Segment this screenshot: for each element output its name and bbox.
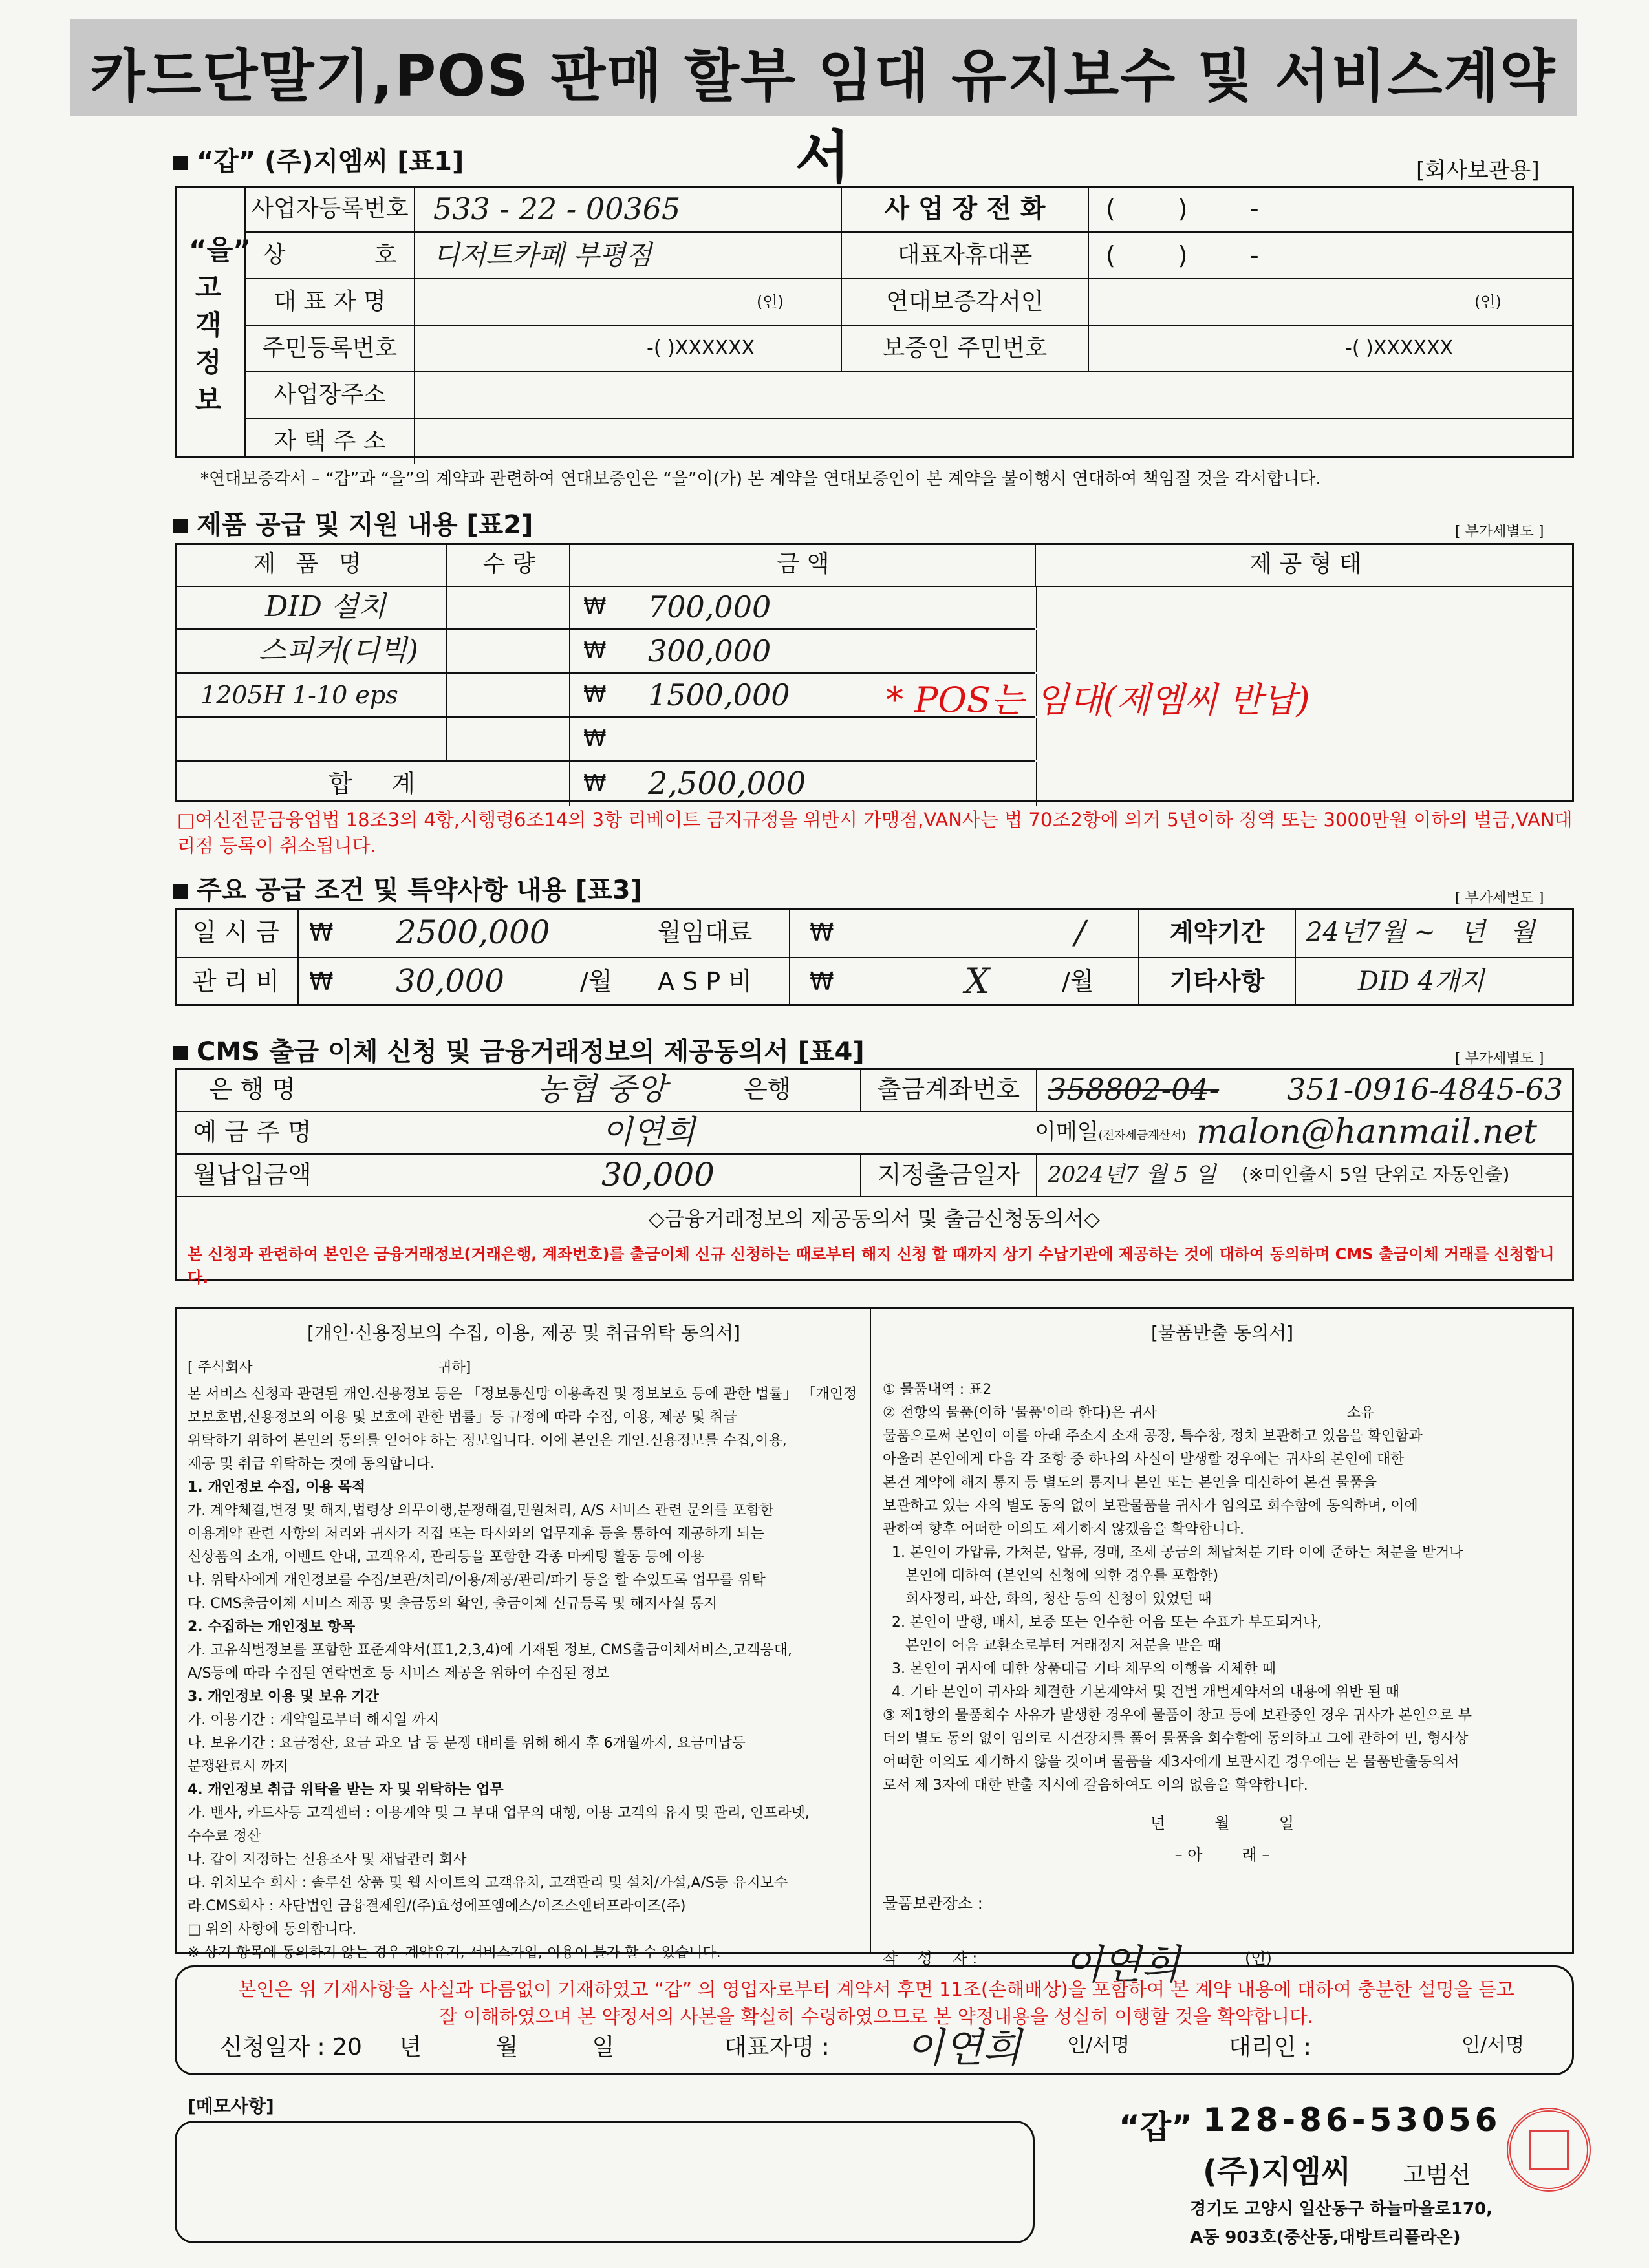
header-amount: 금 액: [569, 543, 1036, 586]
lump-value: 2500,000: [396, 914, 550, 951]
asp-cell: [789, 957, 1139, 1006]
privacy-para: 나. 위탁사에게 개인정보를 수집/보관/처리/이용/제공/관리/파기 등을 할 수있도록 업무를 위탁: [188, 1572, 766, 1589]
privacy-company-line: [ 주식회사 귀하]: [188, 1360, 471, 1376]
return-date-line: 년 월 일: [1150, 1814, 1295, 1832]
total-amount: 2,500,000: [648, 765, 806, 802]
return-para: 로서 제 3자에 대한 반출 지시에 갈음하여도 이의 없음을 확약합니다.: [883, 1777, 1308, 1793]
account-label: 출금계좌번호: [860, 1068, 1037, 1111]
won-symbol: ₩: [810, 967, 834, 996]
privacy-para: 2. 수집하는 개인정보 항목: [188, 1619, 356, 1635]
customer-rows: [246, 186, 1574, 464]
product-amount-cell: [569, 718, 1037, 760]
privacy-para: 다. CMS출금이체 서비스 제공 및 출금동의 확인, 출금이체 신규등록 및 해지사실 통지: [188, 1596, 718, 1612]
section1-heading: “갑” (주)지엠씨 [표1]: [173, 141, 464, 178]
lump-label: 일 시 금: [192, 918, 280, 947]
privacy-para: 나. 갑이 지정하는 신용조사 및 채납관리 회사: [188, 1852, 467, 1868]
return-para: 1. 본인이 가압류, 가처분, 압류, 경매, 조세 공금의 체납처분 기타 이에 준하는 처분을 받거나: [883, 1545, 1463, 1561]
label-resident-no: 주민등록번호: [246, 326, 415, 371]
privacy-para: A/S등에 따라 수집된 연락번호 등 서비스 제공을 위하여 수집된 정보: [188, 1665, 609, 1682]
product-qty: [446, 586, 570, 628]
return-para: 어떠한 이의도 제기하지 않을 것이며 물품을 제3자에게 보관시킨 경우에는 본 물품반출동의서: [883, 1754, 1460, 1770]
email-label-cell: [1035, 1111, 1186, 1153]
value-company: 디저트카페 부평점: [433, 239, 652, 271]
section2-heading: 제품 공급 및 지원 내용 [표2]: [173, 504, 533, 541]
rent-value: /: [1075, 914, 1086, 951]
return-para: 터의 별도 동의 없이 임의로 시건장치를 풀어 물품을 회수함에 동의하고 그에 관하여 민, 형사상: [883, 1731, 1469, 1747]
section4-heading: CMS 출금 이체 신청 및 금융거래정보의 제공동의서 [표4]: [173, 1031, 865, 1068]
privacy-para: 위탁하기 위하여 본인의 동의를 얻어야 하는 정보입니다. 이에 본인은 개인.신용정보를 수집,이용,: [188, 1433, 787, 1449]
cms-row-holder: [175, 1111, 1574, 1155]
return-below-caption: – 아 래 –: [1174, 1846, 1270, 1864]
row-bizno: [246, 186, 1574, 233]
won-symbol: ₩: [583, 594, 607, 620]
products-header: [175, 543, 1574, 587]
total-label: 합 계: [329, 769, 415, 798]
amount-label: 월납입금액: [193, 1161, 312, 1189]
product-name: 1205H 1-10 eps: [200, 681, 398, 709]
won-symbol: ₩: [810, 918, 834, 947]
provision-note: * POS는 임대(제엠씨 반납): [886, 679, 1310, 720]
rep-signature: 이연희: [905, 2024, 1022, 2071]
return-para: ① 물품내역 : 표2: [883, 1382, 992, 1398]
section3-tag: [ 부가세별도 ]: [1455, 890, 1544, 906]
writer-signature: 이연희: [1064, 1941, 1180, 1988]
ceo-seal-mark: (인): [757, 293, 784, 311]
row-biz-address: [246, 372, 1574, 419]
company-bizno: 128-86-53056: [1203, 2101, 1502, 2139]
header-provision: 제 공 형 태: [1035, 543, 1575, 586]
cms-row-bank: [175, 1068, 1574, 1112]
company-ceo: 고범선: [1403, 2162, 1471, 2188]
privacy-title: [개인·신용정보의 수집, 이용, 제공 및 취급위탁 동의서]: [307, 1322, 740, 1343]
label-biz-phone: 사 업 장 전 화: [841, 186, 1089, 231]
privacy-para: ※ 상기 항목에 동의하지 않는 경우 계약유지, 서비스가입, 이용이 불가 할 수 있습니다.: [188, 1945, 721, 1961]
email-label: 이메일: [1035, 1119, 1099, 1145]
won-symbol: ₩: [583, 637, 607, 664]
document-title: 카드단말기,POS 판매 할부 임대 유지보수 및 서비스계약서: [90, 43, 1557, 191]
holder-label: 예 금 주 명: [193, 1118, 312, 1146]
product-qty: [446, 718, 570, 760]
return-title: [물품반출 동의서]: [1150, 1322, 1294, 1343]
product-qty: [446, 674, 570, 716]
header-product-name: 제 품 명: [253, 551, 368, 577]
company-seal-stamp: [1507, 2108, 1591, 2192]
privacy-para: 가. 이용기간 : 계약일로부터 해지일 까지: [188, 1712, 440, 1728]
row-home-address: [246, 419, 1574, 464]
product-row: [175, 630, 1035, 674]
email-sublabel: (전자세금계산서): [1098, 1129, 1187, 1142]
privacy-para: 다. 위치보수 회사 : 솔루션 상품 및 웹 사이트의 고객유치, 고객관리 및 설치/가설,A/S등 유지보수: [188, 1875, 788, 1891]
privacy-para: 라.CMS회사 : 사단법인 금융결제원/(주)효성에프엠에스/이즈스엔터프라이즈(주): [188, 1898, 686, 1914]
won-symbol: ₩: [583, 770, 607, 797]
product-amount: 300,000: [648, 634, 771, 669]
return-para: 회사정리, 파산, 화의, 청산 등의 신청이 있었던 때: [883, 1591, 1212, 1607]
rent-label: 월임대료: [657, 918, 753, 947]
won-symbol: ₩: [309, 918, 334, 947]
mgmt-value: 30,000: [396, 963, 504, 1000]
label-ceo-name: 대 표 자 명: [246, 279, 415, 325]
product-amount: 700,000: [648, 590, 771, 625]
customer-side-label: “을” 고객정보: [189, 234, 251, 416]
etc-label: 기타사항: [1138, 957, 1296, 1006]
section2-tag: [ 부가세별도 ]: [1455, 524, 1544, 540]
label-company: 상 호: [246, 233, 415, 278]
date-label: 지정출금일자: [860, 1153, 1037, 1196]
row-ceo-name: [246, 279, 1574, 326]
label-guarantor-id: 보증인 주민번호: [841, 326, 1089, 371]
label-biz-address: 사업장주소: [246, 372, 415, 418]
cms-row-amount: [175, 1153, 1574, 1197]
value-resident-no: -( )XXXXXX: [647, 337, 755, 359]
asp-value: X: [965, 961, 990, 1001]
asp-unit: /월: [1062, 967, 1094, 996]
mgmt-unit: /월: [580, 967, 612, 996]
privacy-para: 1. 개인정보 수집, 이용 목적: [188, 1479, 366, 1495]
return-para: 본인이 어음 교환소로부터 거래정지 처분을 받은 때: [883, 1638, 1222, 1654]
label-home-address: 자 택 주 소: [246, 419, 415, 464]
privacy-para: 본 서비스 신청과 관련된 개인.신용정보 등은 「정보통신망 이용촉진 및 정보보호 등에 관한 법률」 「개인정보보호법,신용정보의 이용 및 보호에 관한 법률」등 규정에 따라 수집, 이용, 제공 및 취급: [188, 1386, 857, 1426]
privacy-consent: [188, 1319, 860, 1965]
privacy-para: 이용계약 관련 사항의 처리와 귀사가 직접 또는 타사와의 업무제휴 등을 통하여 제공하게 되는: [188, 1526, 764, 1542]
privacy-para: 신상품의 소개, 이벤트 안내, 고객유지, 관리등을 포함한 각종 마케팅 활동 등에 이용: [188, 1549, 705, 1565]
privacy-agree-checkbox[interactable]: □ 위의 사항에 동의합니다.: [188, 1921, 357, 1938]
privacy-para: 가. 밴사, 카드사등 고객센터 : 이용계약 및 그 부대 업무의 대행, 이용 고객의 유지 및 관리, 인프라넷,: [188, 1805, 810, 1821]
writer-label: 작 성 자 :: [883, 1949, 978, 1967]
privacy-body: [188, 1383, 860, 1965]
memo-label: [메모사항]: [188, 2095, 274, 2117]
row-resident-no: [246, 326, 1574, 372]
guarantor-note: *연대보증각서 – “갑”과 “을”의 계약과 관련하여 연대보증인은 “을”이(가) 본 계약을 연대보증인이 본 계약을 불이행시 연대하여 책임질 것을 각서합니다.: [200, 469, 1321, 489]
product-name: 스피커(디빅): [259, 634, 418, 667]
privacy-para: 3. 개인정보 이용 및 보유 기간: [188, 1689, 379, 1705]
label-ceo-mobile: 대표자휴대폰: [841, 233, 1089, 278]
holder-value: 이연희: [601, 1113, 695, 1151]
asp-label: A S P 비: [658, 967, 752, 996]
privacy-para: 나. 보유기간 : 요금정산, 요금 과오 납 등 분쟁 대비를 위해 해지 후 6개월까지, 요금미납등: [188, 1735, 746, 1751]
privacy-para: 분쟁완료시 까지: [188, 1759, 288, 1775]
product-row: [175, 718, 1035, 762]
agent-seal: 인/서명: [1461, 2034, 1525, 2057]
return-para: 본인에 대하여 (본인의 신청에 의한 경우를 포함한): [883, 1568, 1219, 1584]
mgmt-label: 관 리 비: [192, 967, 280, 996]
product-amount-cell: [569, 630, 1037, 672]
period-value: 24년7월 ~ 년 월: [1306, 917, 1535, 947]
value-guarantor-id: -( )XXXXXX: [1345, 337, 1454, 359]
company-name: (주)지엠씨: [1203, 2154, 1352, 2190]
privacy-para: 가. 계약체결,변경 및 해지,법령상 의무이행,분쟁해결,민원처리, A/S 서비스 관련 문의를 포함한: [188, 1503, 774, 1519]
section1-tag: [회사보관용]: [1416, 158, 1540, 184]
product-name: DID 설치: [265, 590, 386, 623]
won-symbol: ₩: [583, 681, 607, 708]
return-para: 아울러 본인에게 다음 각 조항 중 하나의 사실이 발생할 경우에는 귀사의 본인에 대한: [883, 1451, 1405, 1468]
section3-heading: 주요 공급 조건 및 특약사항 내용 [표3]: [173, 870, 642, 906]
return-body: [883, 1378, 1562, 1797]
label-bizno: 사업자등록번호: [246, 186, 415, 231]
storage-place-label: 물품보관장소 :: [883, 1894, 983, 1912]
consent-divider: [870, 1307, 871, 1954]
product-amount: 1500,000: [648, 678, 790, 712]
label-guarantor: 연대보증각서인: [841, 279, 1089, 325]
memo-box[interactable]: [175, 2121, 1035, 2243]
amount-value: 30,000: [601, 1156, 715, 1193]
product-amount-cell: [569, 586, 1037, 628]
return-para: ③ 제1항의 물품회수 사유가 발생한 경우에 물품이 창고 등에 보관중인 경우 귀사가 본인으로 부: [883, 1707, 1472, 1724]
return-para: 2. 본인이 발행, 배서, 보증 또는 인수한 어음 또는 수표가 부도되거나,: [883, 1614, 1322, 1631]
row-company: [246, 233, 1574, 279]
value-ceo-mobile: ( ) -: [1106, 241, 1259, 270]
won-symbol: ₩: [583, 725, 607, 752]
period-label: 계약기간: [1138, 908, 1296, 957]
date-value: 2024년7 월 5 일: [1048, 1162, 1216, 1188]
legal-note: □여신전문금융업법 18조3의 4항,시행령6조14의 3항 리베이트 금지규정을 위반시 가맹점,VAN사는 법 70조2항에 의거 5년이하 징역 또는 3000만원 이하의 벌금,VAN대리점 등록이 취소됩니다.: [177, 809, 1573, 857]
return-para: 본건 계약에 해지 통지 등 별도의 통지나 본인 또는 본인을 대신하여 본건 물품을: [883, 1475, 1377, 1491]
total-row: [175, 762, 1035, 806]
writer-seal: (인): [1245, 1949, 1272, 1967]
guarantor-seal-mark: (인): [1474, 293, 1502, 311]
account-value: 351-0916-4845-63: [1287, 1072, 1564, 1107]
privacy-para: 수수료 정산: [188, 1828, 261, 1845]
date-note: (※미인출시 5일 단위로 자동인출): [1242, 1164, 1510, 1185]
bank-label: 은 행 명: [208, 1075, 296, 1104]
company-address-1: 경기도 고양시 일산동구 하늘마을로170,: [1190, 2199, 1493, 2219]
product-row: [175, 586, 1035, 630]
company-address-2: A동 903호(중산동,대방트리플라온): [1190, 2228, 1461, 2247]
cms-red-note: 본 신청과 관련하여 본인은 금융거래정보(거래은행, 계좌번호)를 출금이체 신규 신청하는 때로부터 해지 신청 할 때까지 상기 수납기관에 제공하는 것에 대하여 동의하며 CMS 출금이체 거래를 신청합니다.: [188, 1245, 1555, 1287]
privacy-para: 제공 및 취급 위탁하는 것에 동의합니다.: [188, 1456, 435, 1472]
account-struck-value: 358802-04-: [1048, 1072, 1220, 1107]
privacy-para: 가. 고유식별정보를 포함한 표준계약서(표1,2,3,4)에 기재된 정보, CMS출금이체서비스,고객응대,: [188, 1642, 792, 1658]
rep-label: 대표자명 :: [724, 2034, 830, 2060]
product-qty: [446, 630, 570, 672]
rep-seal: 인/서명: [1067, 2034, 1130, 2057]
rent-cell: [789, 908, 1139, 957]
total-amount-cell: [569, 762, 1037, 806]
terms-row-1: [175, 908, 1574, 958]
privacy-para: 4. 개인정보 취급 위탁을 받는 자 및 위탁하는 업무: [188, 1782, 504, 1798]
section4-tag: [ 부가세별도 ]: [1455, 1051, 1544, 1067]
return-para: 물품으로써 본인이 이를 아래 주소지 소재 공장, 특수창, 정치 보관하고 있음을 확인함과: [883, 1428, 1423, 1444]
value-biz-phone: ( ) -: [1106, 195, 1259, 223]
company-label: “갑”: [1119, 2108, 1193, 2146]
return-para: 3. 본인이 귀사에 대한 상품대금 기타 채무의 이행을 지체한 때: [883, 1661, 1276, 1677]
application-date: 신청일자 : 20 년 월 일: [220, 2034, 615, 2060]
value-bizno: 533 - 22 - 00365: [433, 191, 681, 226]
terms-row-2: [175, 957, 1574, 1006]
return-para: 관하여 향후 어떠한 이의도 제기하지 않겠음을 확약합니다.: [883, 1521, 1245, 1537]
header-qty: 수 량: [446, 543, 570, 586]
confirmation-text: 본인은 위 기재사항을 사실과 다름없이 기재하였고 “갑” 의 영업자로부터 계약서 후면 11조(손해배상)을 포함하여 본 계약 내용에 대하여 충분한 설명을 듣고 잘 이해하였으며 본 약정서의 사본을 확실히 수령하였으므로 본 약정내용을 성실히 이행할 것을 확약합니다.: [238, 1978, 1514, 2027]
email-value: malon@hanmail.net: [1196, 1113, 1537, 1151]
bank-value: 농협 중앙: [537, 1071, 667, 1107]
agent-label: 대리인 :: [1229, 2034, 1311, 2060]
return-para: ② 전항의 물품(이하 '물품'이라 한다)은 귀사 소유: [883, 1405, 1375, 1421]
return-para: 4. 기타 본인이 귀사와 체결한 기본계약서 및 건별 개별계약서의 내용에 위반 된 때: [883, 1684, 1399, 1700]
won-symbol: ₩: [309, 967, 334, 996]
return-consent: [883, 1319, 1562, 1988]
customer-side-label-cell: [175, 186, 251, 458]
etc-value: DID 4개지: [1358, 967, 1485, 996]
consent-caption: ◇금융거래정보의 제공동의서 및 출금신청동의서◇: [649, 1206, 1100, 1231]
bank-suffix: 은행: [744, 1075, 792, 1104]
return-para: 보관하고 있는 자의 별도 동의 없이 보관물품을 귀사가 임의로 회수함에 동의하며, 이에: [883, 1498, 1418, 1514]
